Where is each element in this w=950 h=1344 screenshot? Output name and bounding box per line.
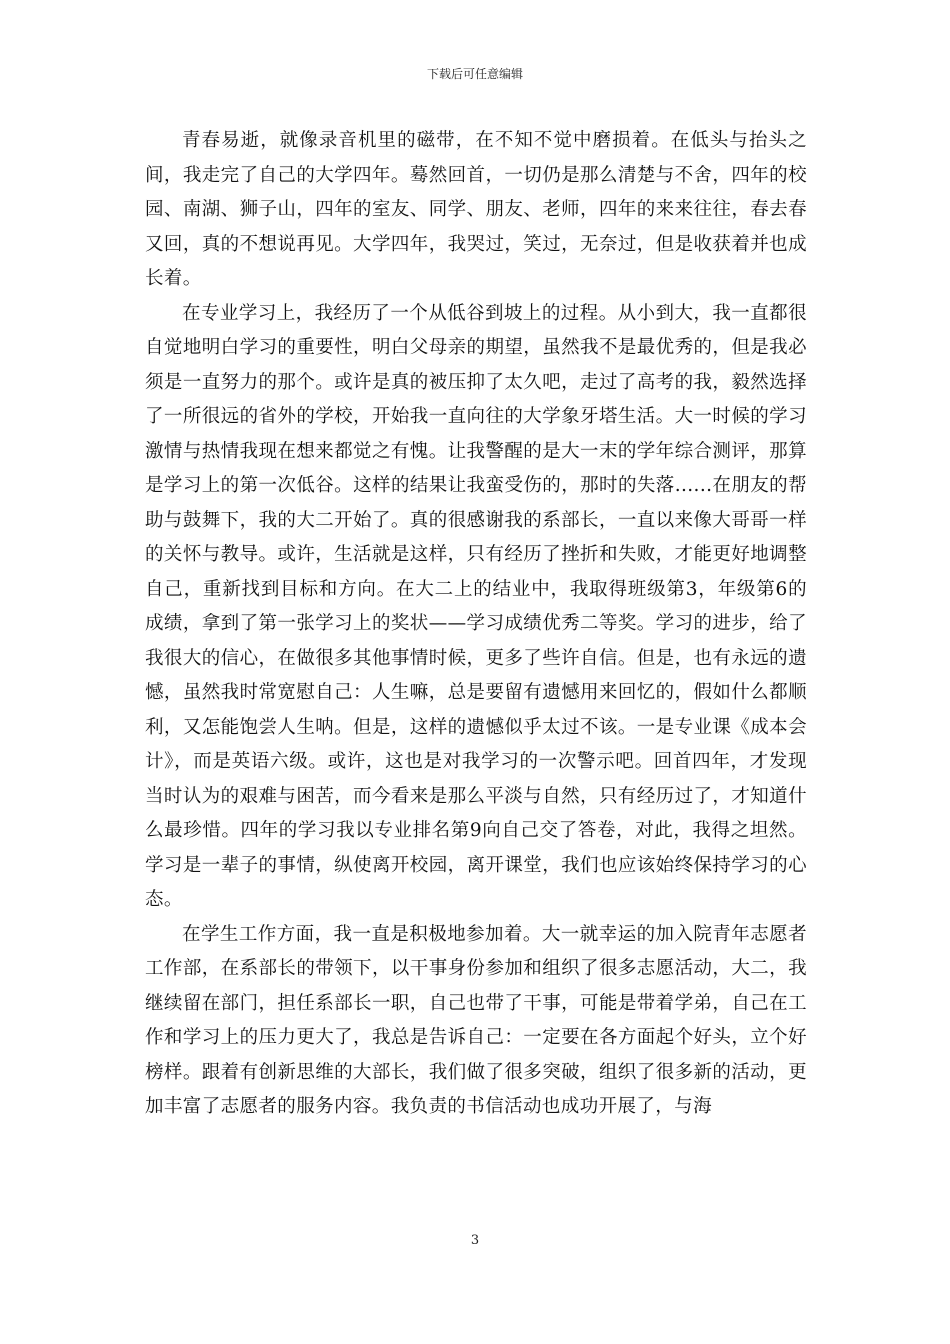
document-body [145,124,807,1125]
paragraph-study: 在专业学习上，我经历了一个从低谷到坡上的过程。从小到大，我一直都很自觉地明白学习的重要性，明白父母亲的期望，虽然我不是最优秀的，但是我必须是一直努力的那个。或许是真的被压抑了太久吧，走过了高考的我，毅然选择了一所很远的省外的学校，开始我一直向往的大学象牙塔生活。大一时候的学习激情与热情我现在想来都觉之有愧。让我警醒的是大一末的学年综合测评，那算是学习上的第一次低谷。这样的结果让我蛮受伤的，那时的失落......在朋友的帮助与鼓舞下，我的大二开始了。真的很感谢我的系部长，一直以来像大哥哥一样的关怀与教导。或许，生活就是这样，只有经历了挫折和失败，才能更好地调整自己，重新找到目标和方向。在大二上的结业中，我取得班级第3，年级第6的成绩，拿到了第一张学习上的奖状——学习成绩优秀二等奖。学习的进步，给了我很大的信心，在做很多其他事情时候，更多了些许自信。但是，也有永远的遗憾，虽然我时常宽慰自己：人生嘛，总是要留有遗憾用来回忆的，假如什么都顺利，又怎能饱尝人生呐。但是，这样的遗憾似乎太过不该。一是专业课《成本会计》，而是英语六级。或许，这也是对我学习的一次警示吧。回首四年，才发现当时认为的艰难与困苦，而今看来是那么平淡与自然，只有经历过了，才知道什么最珍惜。四年的学习我以专业排名第9向自己交了答卷，对此，我得之坦然。学习是一辈子的事情，纵使离开校园，离开课堂，我们也应该始终保持学习的心态。 [145,302,807,910]
paragraph-intro: 青春易逝，就像录音机里的磁带，在不知不觉中磨损着。在低头与抬头之间，我走完了自己的大学四年。蓦然回首，一切仍是那么清楚与不舍，四年的校园、南湖、狮子山，四年的室友、同学、朋友、老师，四年的来来往往，春去春又回，真的不想说再见。大学四年，我哭过，笑过，无奈过，但是收获着并也成长着。 [145,130,807,289]
page-header: 下载后可任意编辑 [426,67,523,81]
paragraph-student-work: 在学生工作方面，我一直是积极地参加着。大一就幸运的加入院青年志愿者工作部，在系部长的带领下，以干事身份参加和组织了很多志愿活动，大二，我继续留在部门，担任系部长一职，自己也带了干事，可能是带着学弟，自己在工作和学习上的压力更大了，我总是告诉自己：一定要在各方面起个好头，立个好榜样。跟着有创新思维的大部长，我们做了很多突破，组织了很多新的活动，更加丰富了志愿者的服务内容。我负责的书信活动也成功开展了，与海 [145,923,807,1117]
page-number: 3 [470,1233,480,1248]
